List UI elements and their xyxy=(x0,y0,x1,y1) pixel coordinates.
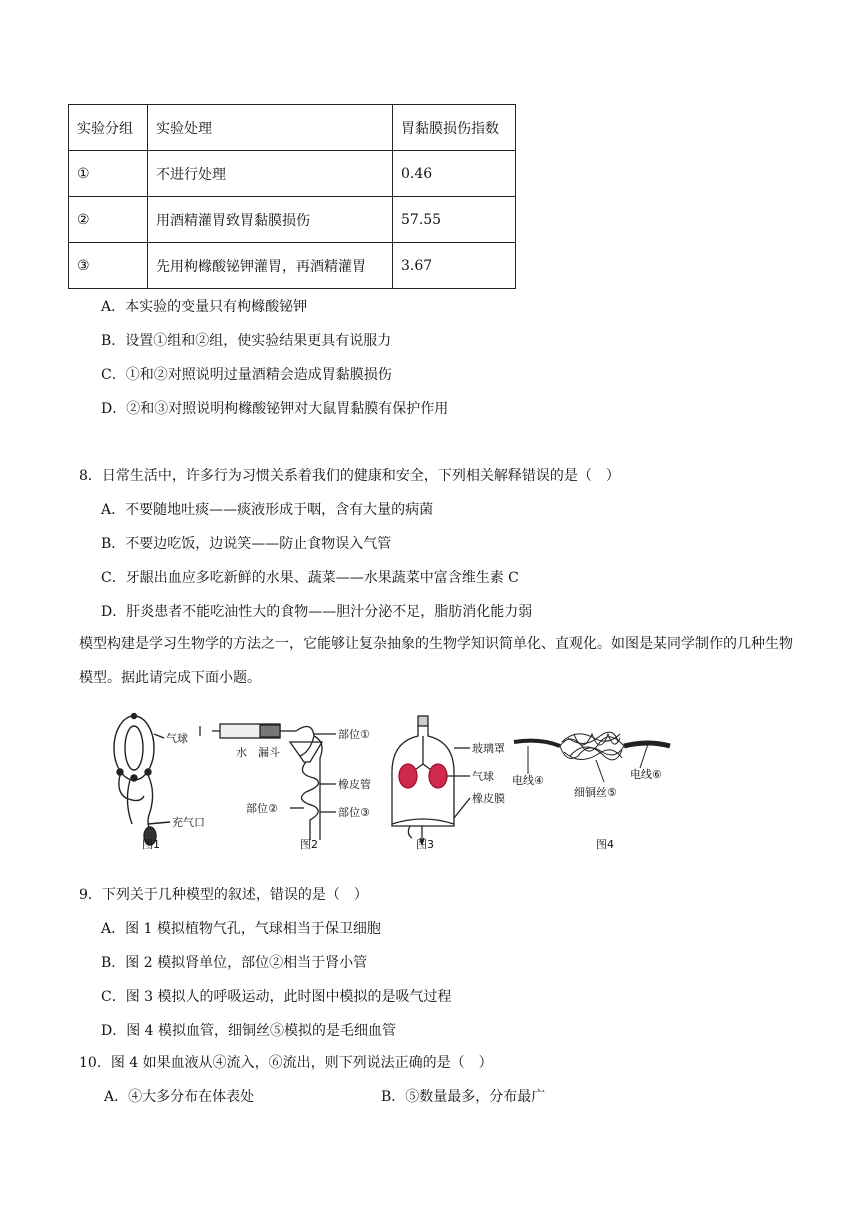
q8-option-b: B．不要边吃饭，边说笑——防止食物误入气管 xyxy=(101,536,392,552)
q10-option-b: B．⑤数量最多，分布最广 xyxy=(381,1089,546,1105)
q9-option-a: A．图 1 模拟植物气孔，气球相当于保卫细胞 xyxy=(101,921,381,937)
q9-option-b: B．图 2 模拟肾单位，部位②相当于肾小管 xyxy=(101,955,368,971)
figure-2-nephron-model xyxy=(200,724,336,840)
table-cell: ① xyxy=(69,151,148,197)
figure-3-breathing-model xyxy=(392,716,470,844)
q10-stem: 10．图 4 如果血液从④流入，⑥流出，则下列说法正确的是（ ） xyxy=(79,1055,493,1071)
experiment-table xyxy=(68,104,516,289)
table-cell: 3.67 xyxy=(393,243,516,289)
q7-option-d: D．②和③对照说明枸橼酸铋钾对大鼠胃黏膜有保护作用 xyxy=(101,401,449,417)
q9-stem: 9．下列关于几种模型的叙述，错误的是（ ） xyxy=(79,887,368,903)
fig3-label-bell-jar: 玻璃罩 xyxy=(472,742,505,755)
fig2-label-water: 水 xyxy=(236,746,247,759)
table-cell: ② xyxy=(69,197,148,243)
q8-stem: 8．日常生活中，许多行为习惯关系着我们的健康和安全，下列相关解释错误的是（ ） xyxy=(79,468,620,484)
fig2-caption: 图2 xyxy=(300,838,318,851)
fig4-label-wire-6: 电线⑥ xyxy=(630,768,662,781)
fig2-label-funnel: 漏斗 xyxy=(258,746,280,759)
q9-option-c: C．图 3 模拟人的呼吸运动，此时图中模拟的是吸气过程 xyxy=(101,989,452,1005)
table-row xyxy=(69,151,516,197)
fig2-label-part-1: 部位① xyxy=(338,728,370,741)
fig2-label-rubber-tube: 橡皮管 xyxy=(338,778,371,791)
fig3-label-balloon: 气球 xyxy=(472,770,494,783)
fig1-label-balloon: 气球 xyxy=(166,732,188,745)
table-cell: 57.55 xyxy=(393,197,516,243)
q8-option-c: C．牙龈出血应多吃新鲜的水果、蔬菜——水果蔬菜中富含维生素 C xyxy=(101,570,519,586)
q7-option-c: C．①和②对照说明过量酒精会造成胃黏膜损伤 xyxy=(101,367,392,383)
intro-paragraph: 模型构建是学习生物学的方法之一，它能够让复杂抽象的生物学知识简单化、直观化。如图是某同学制作的几种生物模型。据此请完成下面小题。 xyxy=(79,636,793,686)
table-header-row xyxy=(69,105,516,151)
q9-option-d: D．图 4 模拟血管，细铜丝⑤模拟的是毛细血管 xyxy=(101,1023,397,1039)
table-row xyxy=(69,243,516,289)
fig2-label-part-2: 部位② xyxy=(246,802,278,815)
q7-option-b: B．设置①组和②组，使实验结果更具有说服力 xyxy=(101,333,392,349)
q8-option-a: A．不要随地吐痰——痰液形成于咽，含有大量的病菌 xyxy=(101,502,434,518)
fig4-caption: 图4 xyxy=(596,838,614,851)
q8-option-d: D．肝炎患者不能吃油性大的食物——胆汁分泌不足，脂肪消化能力弱 xyxy=(101,604,533,620)
table-row xyxy=(69,197,516,243)
table-cell: 先用枸橼酸铋钾灌胃，再酒精灌胃 xyxy=(148,243,393,289)
table-cell: ③ xyxy=(69,243,148,289)
fig3-label-rubber-membrane: 橡皮膜 xyxy=(472,792,505,805)
table-header-cell: 实验分组 xyxy=(69,105,148,151)
figure-1-stomata-model xyxy=(114,714,170,846)
fig1-caption: 图1 xyxy=(142,838,160,851)
table-cell: 不进行处理 xyxy=(148,151,393,197)
table-cell: 用酒精灌胃致胃黏膜损伤 xyxy=(148,197,393,243)
model-figure xyxy=(100,712,720,858)
fig2-label-part-3: 部位③ xyxy=(338,806,370,819)
table-cell: 0.46 xyxy=(393,151,516,197)
table-header-cell: 实验处理 xyxy=(148,105,393,151)
fig3-caption: 图3 xyxy=(416,838,434,851)
table-header-cell: 胃黏膜损伤指数 xyxy=(393,105,516,151)
q10-option-a: A．④大多分布在体表处 xyxy=(104,1089,255,1105)
fig4-label-wire-4: 电线④ xyxy=(512,774,544,787)
q7-option-a: A．本实验的变量只有枸橼酸铋钾 xyxy=(101,299,308,315)
fig4-label-copper-wire-5: 细铜丝⑤ xyxy=(574,786,617,799)
fig1-label-inflation-port: 充气口 xyxy=(172,816,205,829)
